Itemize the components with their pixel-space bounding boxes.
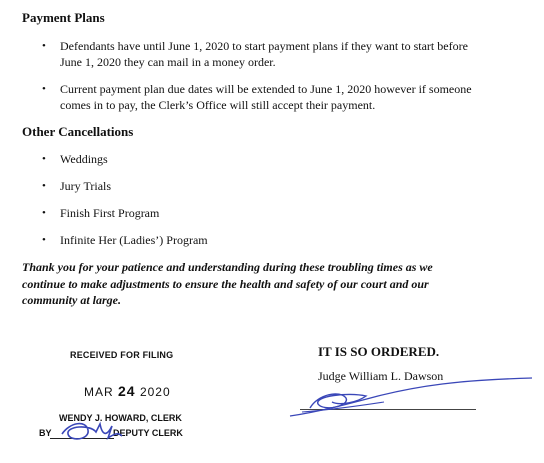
clerk-name: WENDY J. HOWARD, CLERK [59,413,182,423]
deputy-clerk-label: DEPUTY CLERK [113,428,183,438]
payment-plan-item-line1: Current payment plan due dates will be extended to June 1, 2020 however if someone [60,82,472,96]
bullet-icon: • [42,83,46,95]
judge-name: Judge William L. Dawson [318,369,444,383]
cancellation-item-label: Jury Trials [60,179,112,193]
payment-plan-item-line2: June 1, 2020 they can mail in a money order. [60,55,276,69]
payment-plan-item-line1: Defendants have until June 1, 2020 to start payment plans if they want to start before [60,39,468,53]
closing-line3: community at large. [22,293,121,307]
deputy-signature-icon [56,418,126,446]
bullet-icon: • [42,40,46,52]
received-for-filing-stamp: RECEIVED FOR FILING [70,350,174,360]
judge-signature-icon [288,372,538,422]
filing-date-stamp [84,383,171,399]
cancellation-item-label: Infinite Her (Ladies’) Program [60,233,208,247]
cancellation-item-label: Finish First Program [60,206,160,220]
cancellation-item-label: Weddings [60,152,108,166]
closing-statement [22,259,522,309]
bullet-icon: • [42,180,46,192]
filing-date-day: 24 [118,383,136,399]
by-label: BY [39,428,52,438]
bullet-icon: • [42,207,46,219]
filing-date-month: MAR [84,385,114,399]
so-ordered-statement: IT IS SO ORDERED. [318,344,440,359]
payment-plans-heading: Payment Plans [22,10,105,25]
filing-date-year: 2020 [139,385,171,399]
payment-plan-item-line2: comes in to pay, the Clerk’s Office will still accept their payment. [60,98,376,112]
closing-line2: continue to make adjustments to ensure the health and safety of our court and our [22,276,429,291]
bullet-icon: • [42,234,46,246]
other-cancellations-heading: Other Cancellations [22,124,134,139]
closing-line1: Thank you for your patience and understanding during these troubling times as we [22,260,433,274]
bullet-icon: • [42,153,46,165]
